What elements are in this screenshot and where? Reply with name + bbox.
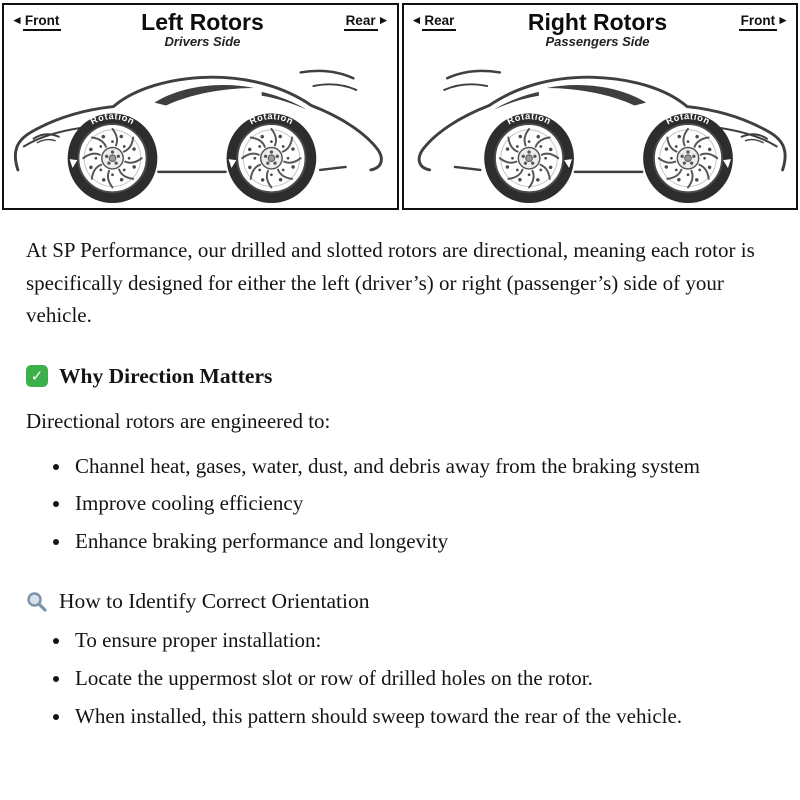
- rotation-label: Rotation: [88, 110, 137, 127]
- car-illustration-right: [404, 49, 797, 205]
- section-heading-identify-orientation: [26, 585, 774, 618]
- left-panel-titles: [141, 10, 264, 49]
- left-rotors-panel: [2, 3, 399, 210]
- rotor-direction-diagram: [0, 0, 800, 210]
- rear-direction-label: [411, 13, 457, 28]
- list-item: • Enhance braking performance and longevity: [72, 525, 774, 558]
- right-rotors-panel: [402, 3, 799, 210]
- direction-word: Rear: [422, 13, 456, 31]
- engineered-lead-paragraph: Directional rotors are engineered to:: [26, 408, 331, 433]
- article-body: [0, 210, 800, 766]
- check-mark-icon: ✓: [26, 365, 48, 387]
- list-item: • Improve cooling efficiency: [72, 487, 774, 520]
- arrow-right-icon: ►: [777, 13, 789, 27]
- section-heading-why-direction-matters: [26, 360, 774, 393]
- section-title: How to Identify Correct Orientation: [59, 589, 370, 614]
- front-direction-label: [11, 13, 61, 28]
- right-panel-header: [404, 5, 797, 49]
- arrow-left-icon: ◄: [410, 13, 423, 27]
- identify-bullet-list: [26, 624, 774, 732]
- list-item: • To ensure proper installation:: [72, 624, 774, 657]
- intro-paragraph: At SP Performance, our drilled and slotted rotors are directional, meaning each rotor is specifically designed for either the left (driver’s) or right (passenger’s) side of your vehicle.: [26, 238, 755, 328]
- direction-word: Front: [23, 13, 62, 31]
- panel-title: Right Rotors: [527, 9, 668, 35]
- rear-direction-label: [344, 13, 390, 28]
- section-title: Why Direction Matters: [59, 363, 273, 388]
- rotation-label: Rotation: [247, 110, 296, 127]
- list-item: • When installed, this pattern should sweep toward the rear of the vehicle.: [72, 700, 774, 733]
- arrow-right-icon: ►: [377, 13, 390, 27]
- car-illustration-left: [4, 49, 397, 205]
- direction-word: Front: [739, 13, 778, 31]
- list-item: • Locate the uppermost slot or row of drilled holes on the rotor.: [72, 662, 774, 695]
- rotation-label: Rotation: [663, 110, 712, 127]
- panel-title: Left Rotors: [141, 9, 264, 35]
- direction-word: Rear: [344, 13, 378, 31]
- panel-subtitle: Drivers Side: [164, 33, 241, 49]
- right-panel-titles: [528, 10, 667, 49]
- why-bullet-list: [26, 450, 774, 558]
- list-item: • Channel heat, gases, water, dust, and debris away from the braking system: [72, 450, 774, 483]
- rotation-label: Rotation: [504, 110, 553, 127]
- magnifier-icon: [26, 591, 48, 613]
- left-panel-header: [4, 5, 397, 49]
- arrow-left-icon: ◄: [11, 13, 23, 27]
- panel-subtitle: Passengers Side: [545, 33, 650, 49]
- front-direction-label: [739, 13, 789, 28]
